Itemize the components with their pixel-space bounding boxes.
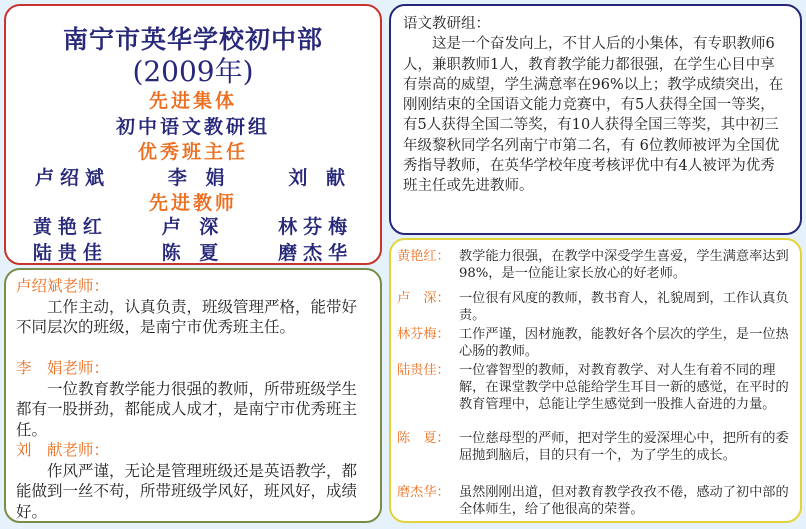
teacher-desc: 一位睿智型的教师，对教育教学、对人生有着不同的理解，在课堂教学中总能给学生耳目一新的感觉，在平时的教育管理中，总能让学生感觉到一股推人奋进的力量。 bbox=[459, 363, 789, 412]
excellent-teacher-list bbox=[6, 163, 380, 190]
teacher-entry bbox=[397, 362, 794, 413]
teacher-desc: 一位慈母型的严师，把对学生的爱深埋心中，把所有的委屈抛到脑后，目的只有一个，为了学生的成长。 bbox=[459, 431, 789, 463]
year-label: (2009年) bbox=[132, 55, 254, 88]
teacher-name: 磨杰华： bbox=[397, 485, 450, 500]
teacher-entry bbox=[397, 290, 794, 324]
teacher-name: 黄艳红： bbox=[397, 249, 450, 264]
school-title: 南宁市英华学校初中部 bbox=[62, 25, 323, 54]
excellent-teacher-name: 李 娟 bbox=[167, 167, 231, 189]
teacher-desc: 虽然刚刚出道，但对教育教学孜孜不倦，感动了初中部的全体师生，给了他很高的荣誉。 bbox=[459, 485, 789, 517]
class-teacher-desc: 一位教育教学能力很强的教师，所带班级学生都有一股拼劲，都能成人成才，是南宁市优秀班主任。 bbox=[16, 379, 358, 439]
advanced-teacher-heading: 先进教师 bbox=[148, 192, 237, 214]
teacher-entry bbox=[397, 326, 794, 360]
class-teachers-panel bbox=[4, 268, 382, 523]
class-teacher-name: 李 娟老师： bbox=[16, 359, 110, 377]
teacher-name: 陆贵佳： bbox=[397, 363, 450, 378]
teacher-name: 林芬梅： bbox=[397, 327, 450, 342]
chinese-group-panel bbox=[389, 4, 802, 235]
advanced-teacher-list-row1 bbox=[6, 212, 380, 239]
teacher-desc: 一位很有风度的教师，教书育人，礼貌周到，工作认真负责。 bbox=[459, 291, 789, 323]
advanced-teacher-name: 黄艳红 bbox=[32, 216, 108, 238]
class-teacher-entry bbox=[16, 276, 372, 338]
excellent-teacher-name: 刘 献 bbox=[288, 167, 352, 189]
excellent-teacher-name: 卢绍斌 bbox=[34, 167, 110, 189]
teacher-entry bbox=[397, 430, 794, 464]
advanced-teacher-name: 陆贵佳 bbox=[32, 242, 108, 264]
teacher-name: 陈 夏： bbox=[397, 431, 450, 446]
advanced-teacher-name: 陈 夏 bbox=[161, 242, 225, 264]
advanced-teacher-name: 磨杰华 bbox=[278, 242, 354, 264]
collective-name: 初中语文教研组 bbox=[115, 116, 270, 138]
group-entry bbox=[403, 14, 789, 197]
advanced-teacher-name: 卢 深 bbox=[161, 216, 225, 238]
group-desc: 这是一个奋发向上，不甘人后的小集体，有专职教师6人，兼职教师1人，教育教学能力都很强，在学生心目中享有崇高的威望，学生满意率在96%以上；教学成绩突出，在刚刚结束的全国语文能力竞赛中，有5人获得全国一等奖，有5人获得全国二等奖，有10人获得全国三等奖，其中初三年级黎秋同学名列南宁市第二名，有 6位教师被评为全国优秀指导教师，在英华学校年度考核评优中有4人被评为优秀班主任或先进教师。 bbox=[403, 36, 784, 195]
group-title: 语文教研组： bbox=[403, 16, 490, 32]
advanced-collective-heading: 先进集体 bbox=[148, 90, 237, 112]
honors-panel bbox=[4, 4, 382, 265]
teacher-desc: 教学能力很强，在教学中深受学生喜爱，学生满意率达到98%，是一位能让家长放心的好老师。 bbox=[459, 249, 789, 281]
teacher-entry bbox=[397, 484, 794, 518]
teacher-entry bbox=[397, 248, 794, 282]
class-teacher-desc: 工作主动，认真负责，班级管理严格，能带好不同层次的班级，是南宁市优秀班主任。 bbox=[16, 297, 358, 336]
class-teacher-entry bbox=[16, 440, 372, 522]
teacher-name: 卢 深： bbox=[397, 291, 450, 306]
class-teacher-name: 卢绍斌老师： bbox=[16, 277, 110, 295]
teacher-evaluations-panel bbox=[389, 238, 802, 523]
excellent-teacher-heading: 优秀班主任 bbox=[137, 141, 248, 163]
advanced-teacher-list-row2 bbox=[6, 238, 380, 265]
class-teacher-desc: 作风严谨，无论是管理班级还是英语教学，都能做到一丝不苟，所带班级学风好，班风好，成绩好。 bbox=[16, 461, 358, 521]
class-teacher-name: 刘 献老师： bbox=[16, 441, 110, 459]
teacher-desc: 工作严谨，因材施教，能教好各个层次的学生，是一位热心肠的教师。 bbox=[459, 327, 789, 359]
class-teacher-entry bbox=[16, 358, 372, 440]
advanced-teacher-name: 林芬梅 bbox=[278, 216, 354, 238]
